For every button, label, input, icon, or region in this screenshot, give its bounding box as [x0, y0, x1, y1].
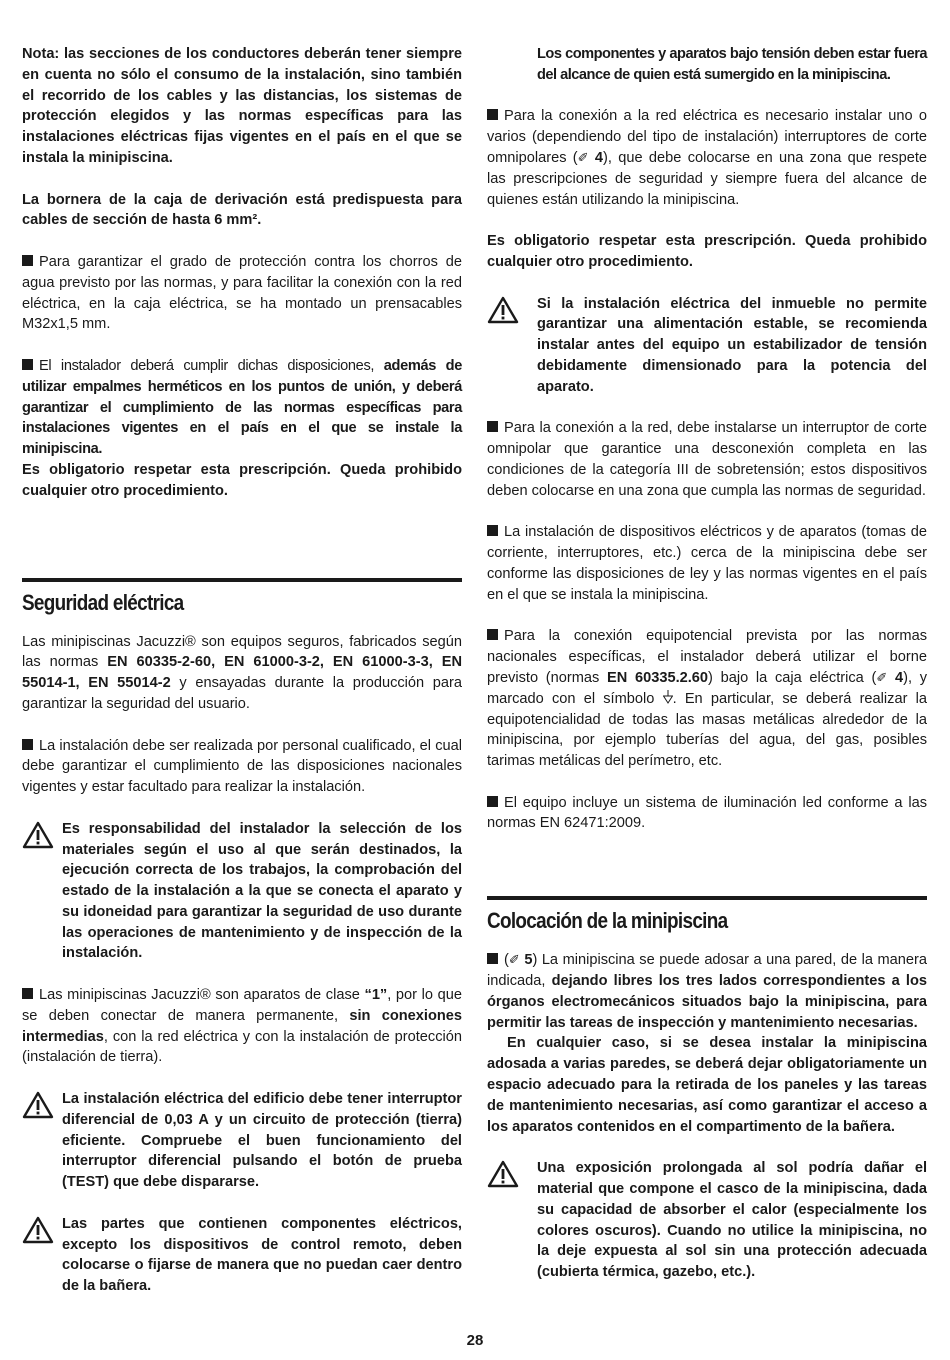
- warning-stabilizer: Si la instalación eléctrica del inmueble no permite garantizar una alimentación estable, se recomienda instalar antes del equipo un estabilizador de tensión debidamente dimensionado para la potencia del aparato.: [487, 294, 927, 398]
- left-column: [22, 44, 462, 1297]
- bullet-square-icon: [487, 525, 498, 536]
- bullet-square-icon: [487, 953, 498, 964]
- warning-electrical-parts: Las partes que contienen componentes eléctricos, excepto los dispositivos de control remoto, deben colocarse o fijarse de manera que no puedan caer dentro de la bañera.: [22, 1214, 462, 1297]
- terminal-block-note: La bornera de la caja de derivación está predispuesta para cables de sección de hasta 6 mm².: [22, 191, 462, 229]
- led-lighting-paragraph: El equipo incluye un sistema de iluminación led conforme a las normas EN 62471:2009.: [487, 794, 927, 832]
- electrical-devices-paragraph: La instalación de dispositivos eléctricos y de aparatos (tomas de corriente, interruptores, etc.) cerca de la minipiscina debe ser conforme las disposiciones de ley y las normas vigentes en el país en el que se instala la minipiscina.: [487, 524, 927, 603]
- bullet-square-icon: [487, 796, 498, 807]
- bullet-square-icon: [22, 988, 33, 999]
- overvoltage-switch-paragraph: Para la conexión a la red, debe instalarse un interruptor de corte omnipolar que garantice una desconexión completa en las condiciones de la categoría III de sobretensión; estos dispositivos deben colocarse en una zona que cumpla las normas de seguridad.: [487, 420, 927, 499]
- equipotential-paragraph: Para la conexión equipotencial prevista por las normas nacionales específicas, el instalador deberá utilizar el borne previsto (normas EN 60335.2.60) bajo la caja eléctrica (✐ 4), y marcado con el símbolo . En particular, se deberá realizar la equipotencialidad de todas las masas metálicas alrededor de la minipiscina, por ejemplo tuberías del agua, del gas, posibles tarimas metálicas del perímetro, etc.: [487, 628, 927, 770]
- warning-sun-exposure: Una exposición prolongada al sol podría dañar el material que compone el casco de la minipiscina, dada su capacidad de absorber el calor (especialmente los colores oscuros). Cuando no utilice la minipiscina, no la deje expuesta al sol sin una protección adecuada (cubierta térmica, gazebo, etc.).: [487, 1158, 927, 1283]
- warning-differential-switch: La instalación eléctrica del edificio debe tener interruptor diferencial de 0,03 A y un circuito de protección (tierra) eficiente. Compruebe el buen funcionamiento del interruptor diferencial pulsando el botón de prueba (TEST) que debe dispararse.: [22, 1089, 462, 1193]
- jacuzzi-standards-paragraph: Las minipiscinas Jacuzzi® son equipos seguros, fabricados según las normas EN 60335-2-60, EN 61000-3-2, EN 61000-3-3, EN 55014-1, EN 55014-2 y ensayadas durante la producción para garantizar la seguridad del usuario.: [22, 633, 462, 712]
- bullet-square-icon: [487, 109, 498, 120]
- installer-compliance-paragraph: El instalador deberá cumplir dichas disposiciones, además de utilizar empalmes herméticos en los puntos de unión, y deberá garantizar el cumplimiento de las normas específicas para instalaciones vigentes en el país en el que se instale la minipiscina.: [22, 357, 462, 458]
- page-number: 28: [466, 1332, 484, 1349]
- equipotential-symbol-icon: [663, 691, 673, 707]
- omnipolar-switch-paragraph: Para la conexión a la red eléctrica es necesario instalar uno o varios (dependiendo del tipo de instalación) interruptores de corte omnipolares (✐ 4), que debe colocarse en una zona que respete las prescripciones de seguridad y siempre fuera del alcance de quienes están utilizando la minipiscina.: [487, 108, 927, 208]
- pencil-reference-icon: ✐: [577, 149, 589, 165]
- warning-triangle-icon: [22, 819, 62, 854]
- warning-triangle-icon: [22, 1214, 62, 1249]
- section-rule: [487, 896, 927, 900]
- section-rule: [22, 578, 462, 582]
- bullet-square-icon: [487, 421, 498, 432]
- wall-placement-paragraph: (✐ 5) La minipiscina se puede adosar a una pared, de la manera indicada, dejando libres los tres lados correspondientes a los órganos electromecánicos situados bajo la minipiscina, para permitir las tareas de inspección y mantenimiento necesarias.: [487, 952, 927, 1031]
- pencil-reference-icon: ✐: [876, 669, 888, 685]
- warning-triangle-icon: [487, 294, 537, 329]
- qualified-personnel-paragraph: La instalación debe ser realizada por personal cualificado, el cual debe garantizar el cumplimiento de las disposiciones nacionales vigentes y estar facultado para realizar la instalación.: [22, 737, 462, 796]
- bullet-square-icon: [487, 629, 498, 640]
- bullet-square-icon: [22, 255, 33, 266]
- note-conductor-sections: Nota: las secciones de los conductores deberán tener siempre en cuenta no sólo el consumo de la instalación, sino también el recorrido de los cables y las distancias, los sistemas de protección elegidos y las normas específicas para las instalaciones eléctricas fijas vigentes en el país en el que se instala la minipiscina.: [22, 46, 462, 166]
- class-one-paragraph: Las minipiscinas Jacuzzi® son aparatos de clase “1”, por lo que se deben conectar de manera permanente, sin conexiones intermedias, con la red eléctrica y con la instalación de protección (instalación de tierra).: [22, 987, 463, 1066]
- multiple-walls-paragraph: En cualquier caso, si se desea instalar la minipiscina adosada a varias paredes, se deberá dejar obligatoriamente un espacio adecuado para la retirada de los paneles y las tareas de mantenimiento necesarias, así como garantizar el acceso a los aparatos contenidos en el compartimento de la bañera.: [487, 1035, 927, 1135]
- cable-gland-paragraph: Para garantizar el grado de protección contra los chorros de agua previsto por las normas, y para facilitar la conexión con la red eléctrica, en la caja eléctrica, se ha montado un prensacables M32x1,5 mm.: [22, 253, 462, 333]
- section-title-electrical-safety: Seguridad eléctrica: [22, 589, 184, 615]
- mandatory-prescription-note: Es obligatorio respetar esta prescripción. Queda prohibido cualquier otro procedimiento.: [22, 461, 462, 499]
- mandatory-prescription-note: Es obligatorio respetar esta prescripción. Queda prohibido cualquier otro procedimiento.: [487, 233, 927, 270]
- live-components-note: Los componentes y aparatos bajo tensión deben estar fuera del alcance de quien está sumergido en la minipiscina.: [537, 46, 927, 83]
- bullet-square-icon: [22, 739, 33, 750]
- pencil-reference-icon: ✐: [508, 952, 520, 968]
- bullet-square-icon: [22, 359, 33, 370]
- warning-triangle-icon: [487, 1158, 537, 1193]
- warning-installer-responsibility: Es responsabilidad del instalador la selección de los materiales según el uso al que serán destinados, la ejecución correcta de los trabajos, la comprobación del estado de la instalación a la que se conecta el aparato y su idoneidad para garantizar la seguridad de uso durante las operaciones de mantenimiento y de inspección de la instalación.: [22, 819, 462, 965]
- section-title-placement: Colocación de la minipiscina: [487, 908, 728, 934]
- warning-triangle-icon: [22, 1089, 62, 1124]
- right-column: [487, 44, 927, 1283]
